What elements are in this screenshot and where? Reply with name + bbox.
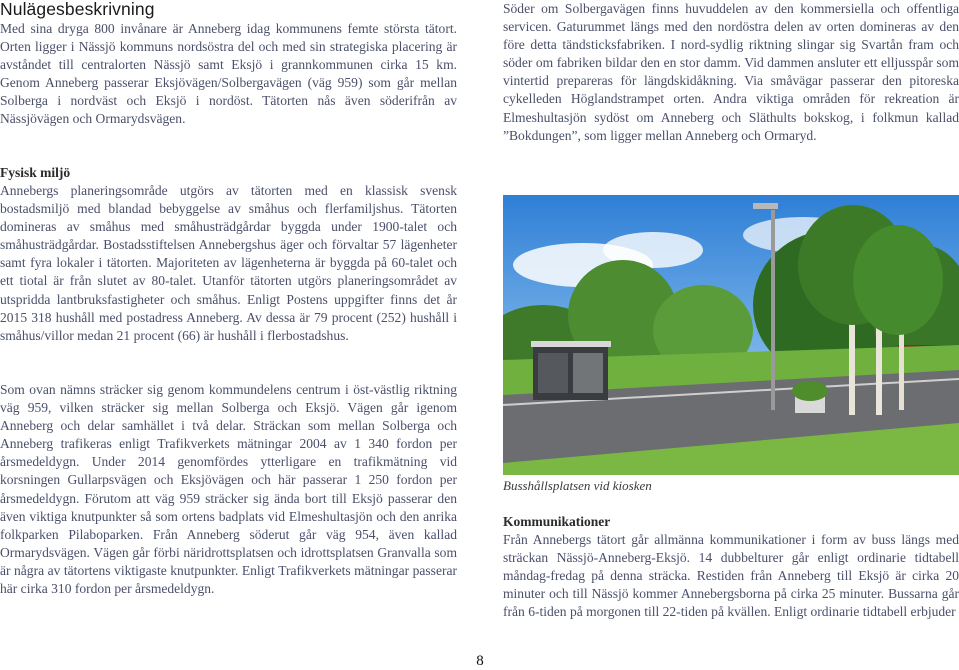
communications-section: [503, 513, 959, 621]
page-number: 8: [476, 653, 484, 669]
road-paragraph: Som ovan nämns sträcker sig genom kommundelens centrum i öst-västlig riktning väg 959, vilken sträcker sig mellan Solberga och Eksjö. Vägen går igenom Anneberg och delar samhället i två delar. Sträckan som mellan Solberga och Anneberg trafikeras enligt Trafikverkets mätningar 2004 av 1 340 fordon per årsmedeldygn. Under 2014 genomfördes ytterligare en trafikmätning vid korsningen Gullarpsvägen och Eksjövägen och här passerar 1 250 fordon per årsmedeldygn. Förutom att väg 959 sträcker sig ända bort till Eksjö passerar den även viktiga knutpunkter så som ortens badplats vid Elmeshultasjön och den anrika folkparken Pilaboparken. Från Anneberg söderut går väg 954, även kallad Ormarydsvägen. Vägen går förbi näridrottsplatsen och idrottsplatsen Granvalla som är några av tätortens viktigaste knutpunkter. Enligt Trafikverkets mätningar passerar här cirka 310 fordon per årsmedeldygn.: [0, 382, 457, 597]
intro-paragraph: Med sina dryga 800 invånare är Anneberg idag kommunens femte största tätort. Orten ligger i Nässjö kommuns nordsöstra del och med sin strategiska placering är avståndet till centralorten Nässjö samt Eksjö i grannkommunen cirka 15 km. Genom Anneberg passerar Eksjövägen/Solbergavägen (väg 959) som går mellan Solberga i nordväst och Eksjö i nordöst. Tätorten nås även söderifrån av Nässjövägen och Ormarydsvägen.: [0, 21, 457, 127]
left-column: [0, 0, 457, 597]
physical-environment-paragraph: Annebergs planeringsområde utgörs av tätorten med en klassisk svensk bostadsmiljö med blandad bebyggelse av småhus och flerfamiljshus. Tätorten domineras av småhus med småhusträdgårdar byggda under 1900-talet och småhusträdgårdar. Bostadsstiftelsen Annebergshus äger och förvaltar 57 lägenheter samt fyra lokaler i tätorten. Majoriteten av lägenheterna är byggda på 60-talet och ett tiotal är från slutet av 80-talet. Utanför tätorten utgörs planeringsområdet av utspridda lantbruksfastigheter och småhus. Enligt Postens uppgifter finns det år 2015 318 hushåll med postadress Anneberg. Av dessa är 79 procent (252) hushåll i småhus/villor medan 21 procent (66) är hushåll i flerbostadshus.: [0, 183, 457, 343]
communications-paragraph: Från Annebergs tätort går allmänna kommunikationer i form av buss längs med sträckan Nässjö-Anneberg-Eksjö. 14 dubbelturer går enligt ordinarie tidtabell måndag-fredag på denna sträcka. Restiden från Anneberg till Eksjö är cirka 20 minuter och till Nässjö kommer Annebergsborna på cirka 25 minuter. Bussarna går från 6-tiden på morgonen till 22-tiden på kvällen. Enligt ordinarie tidtabell erbjuder: [503, 532, 959, 620]
bus-stop-photo: [503, 195, 959, 475]
subheading-physical-environment: Fysisk miljö: [0, 165, 71, 180]
subheading-communications: Kommunikationer: [503, 514, 611, 529]
physical-environment-section: [0, 164, 457, 345]
services-paragraph: Söder om Solbergavägen finns huvuddelen av den kommersiella och offentliga servicen. Gaturummet längs med den nordöstra delen av orten domineras av den före detta tändsticksfabriken. I nord-sydlig riktning slingar sig Svartån fram och söder om fabriken bildar den en stor damm. Vid dammen ansluter ett elljusspår som vintertid prepareras för längdskidåkning. Via småvägar passerar den pitoreska cykelleden Höglandstrampet orten. Andra viktiga områden för rekreation är Elmeshultasjön sydöst om Anneberg och Släthults bokskog, i folkmun kallad ”Bokdungen”, som ligger mellan Anneberg och Ormaryd.: [503, 1, 959, 143]
photo-caption: Busshållsplatsen vid kiosken: [503, 478, 652, 493]
section-heading: Nulägesbeskrivning: [0, 0, 155, 19]
